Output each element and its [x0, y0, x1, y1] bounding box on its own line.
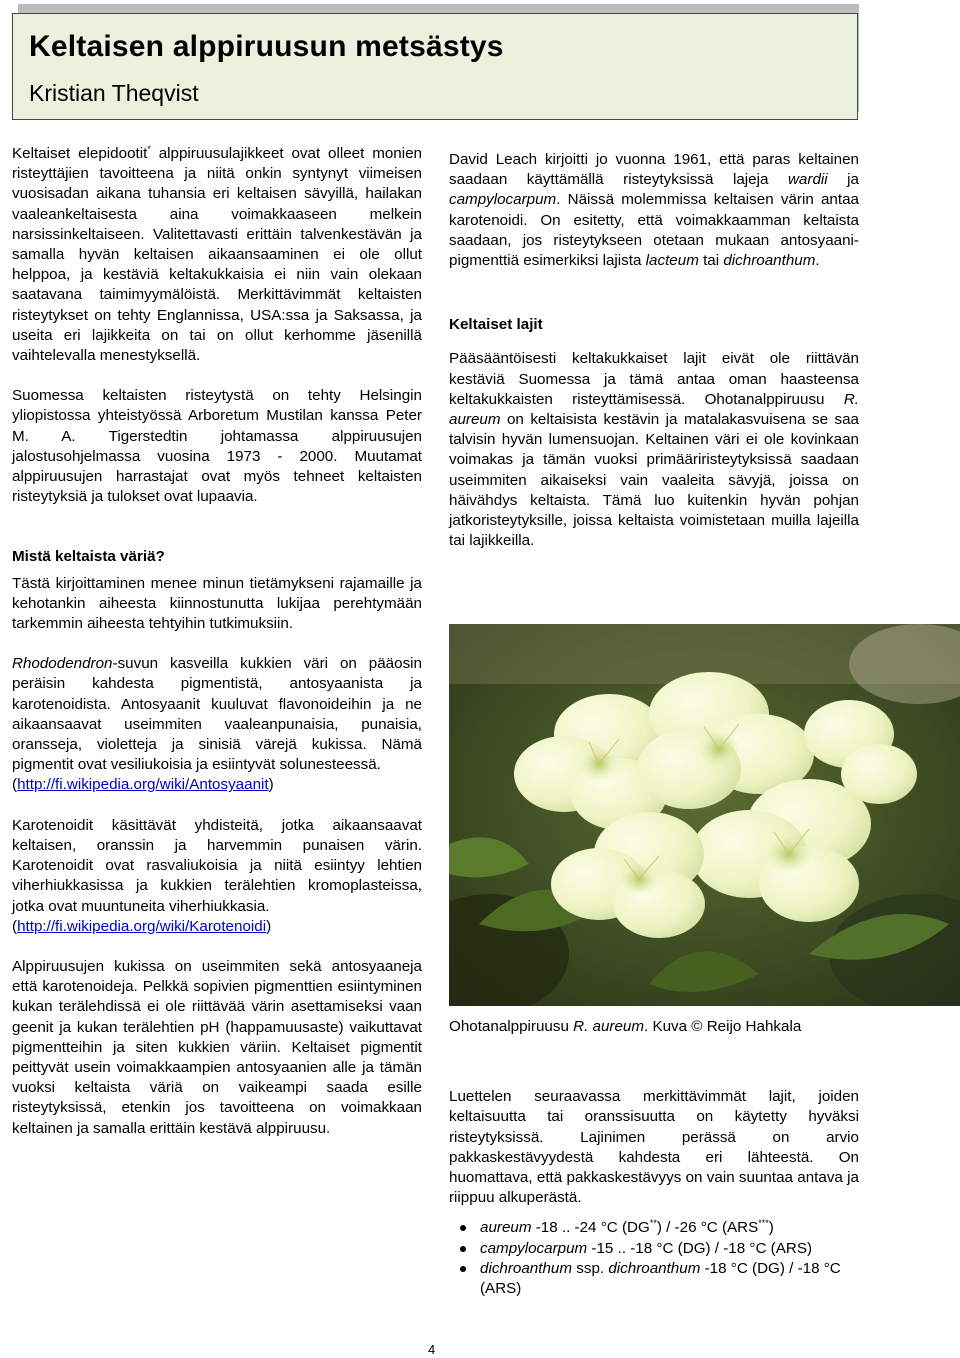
finnish-breeding-paragraph: Suomessa keltaisten risteytystä on tehty Helsingin yliopistossa yhteistyössä Arboretum Mustilan kanssa Peter M. A. Tigerstedtin johtamassa alppiruusujen jalostusohjelmassa vuosina 1973 - 2000. Muutamat alppiruusujen harrastajat ovat myös tehneet keltaisten risteytyksiä ja tulokset ovat lupaavia.: [12, 387, 422, 506]
intro-paragraph: Keltaiset elepidootit* alppiruusulajikkeet ovat olleet monien risteyttäjien tavoitteena ja niitä onkin syntynyt viimeisen vuosisadan aikana tuhansia eri keltaisen sävyillä, hailakan vaaleankeltaisesta aina voimakkaaseen melkein narsissinkeltaiseen. Valitettavasti erittäin talvenkestävän ja samalla hyvän keltaisen aikaansaaminen ei ole ollut helppoa, ja kestäviä keltakukkaisia ei niin vain olekaan saatavana taimimyymälöistä. Merkittävimmät keltaisten risteytykset on tehty Englannissa, USA:ssa ja Saksassa, ja useita eri lajikkeita on tai on ollut kerhomme jäsenillä vaihtelevalla menestyksellä.: [12, 143, 422, 365]
antosyaanit-link[interactable]: http://fi.wikipedia.org/wiki/Antosyaanit: [17, 776, 269, 794]
left-column: [12, 144, 422, 1139]
pigments-paragraph: Rhododendron-suvun kasveilla kukkien väri on pääosin peräisin kahdesta pigmentistä, antosyaanista ja karotenoidista. Antosyaanit kuuluvat flavonoideihin ja ne aikaansaavat useimmiten vaaleanpunaisia, punaisia, oransseja, violetteja ja sinisiä värejä kukissa. Nämä pigmentit ovat vesiliukoisia ja esiintyvät solunesteessä. (http://fi.wikipedia.org/wiki/Antosyaanit): [12, 655, 422, 794]
species-intro-paragraph: Luettelen seuraavassa merkittävimmät lajit, joiden keltaisuutta tai oranssisuutta on käytetty hyväksi risteytyksissä. Lajinimen perässä on arvio pakkaskestävyydestä kahdesta eri lähteestä. On huomattava, että pakkaskestävyys on vain suuntaa antava ja riippuu alkuperästä.: [449, 1088, 859, 1207]
carotenoids-paragraph: Karotenoidit käsittävät yhdisteitä, jotka aikaansaavat keltaisen, oranssin ja harvemmin punaisen värin. Karotenoidit ovat rasvaliukoisia ja niitä esiintyy lehtien viherhiukkasissa ja kukkien terälehtien kromoplasteissa, jotka ovat muuntuneita viherhiukkasia. (http://fi.wikipedia.org/wiki/Karotenoidi): [12, 816, 422, 935]
disclaimer-paragraph: Tästä kirjoittaminen menee minun tietämykseni rajamaille ja kehotankin aiheesta kiinnostunutta lukijaa perehtymään tarkemmin aiheesta tehtyihin tutkimuksiin.: [12, 574, 422, 633]
article-author: Kristian Theqvist: [29, 80, 199, 106]
section-heading-color: Mistä keltaista väriä?: [12, 548, 165, 566]
title-box: [12, 13, 858, 120]
david-leach-paragraph: David Leach kirjoitti jo vuonna 1961, että paras keltainen saadaan käyttämällä risteytyksissä lajeja wardii ja campylocarpum. Näissä molemmissa keltaisen värin antaa karotenoidi. On esitetty, että voimakkaamman keltaista saadaan, jos risteytykseen otetaan mukaan antosyaani-pigmenttiä esimerkiksi lajista lacteum tai dichroanthum.: [449, 151, 859, 270]
list-item: dichroanthum ssp. dichroanthum -18 °C (DG) / -18 °C (ARS): [449, 1259, 859, 1299]
article-title: Keltaisen alppiruusun metsästys: [29, 30, 504, 63]
footnote-marker: *: [147, 143, 151, 154]
section-heading-species: Keltaiset lajit: [449, 316, 543, 334]
list-item: aureum -18 .. -24 °C (DG**) / -26 °C (ARS***): [449, 1218, 859, 1238]
karotenoidi-link[interactable]: http://fi.wikipedia.org/wiki/Karotenoidi: [17, 917, 267, 935]
right-column-top: [449, 150, 859, 551]
page-number: 4: [428, 1342, 436, 1357]
right-column-bottom: [449, 1017, 859, 1299]
species-list: [449, 1218, 859, 1299]
rhododendron-photo: [449, 624, 960, 1006]
flower-pigments-paragraph: Alppiruusujen kukissa on useimmiten sekä antosyaaneja että karotenoideja. Pelkkä sopivien pigmenttien esiintyminen kukan terälehdissä ei ole riittävää värin asettamiseksi vaan geenit ja kukan terälehtien pH (happamuusaste) vaikuttavat pigmentteihin ja siten kukkien väriin. Keltaiset pigmentit peittyvät usein voimakkaampien antosyaanien alle ja tämän vuoksi keltaista väriä on vaikeampi saada esille risteytyksissä, etenkin jos tavoitteena on voimakkaan keltainen ja samalla erittäin kestävä alppiruusu.: [12, 957, 422, 1137]
yellow-species-paragraph: Pääsääntöisesti keltakukkaiset lajit eivät ole riittävän kestäviä Suomessa ja tämä antaa oman haasteensa keltakukkaisten risteyttämisessä. Ohotanalppiruusu R. aureum on keltaisista kestävin ja matalakasvuisena se saa talvisin hyvän lumensuojan. Keltainen väri ei ole kovinkaan voimakas ja tämän vuoksi primääriristeytyksissä saadaan useimmiten aikaiseksi vain vaaleita sävyjä, joissa on häivähdys keltaista. Tämä luo kuitenkin hyvän pohjan jatkoristeytyksille, joissa keltaista voimistetaan muilla lajeilla tai lajikkeilla.: [449, 350, 859, 550]
list-item: campylocarpum -15 .. -18 °C (DG) / -18 °C (ARS): [449, 1239, 859, 1259]
photo-caption: Ohotanalppiruusu R. aureum. Kuva © Reijo Hahkala: [449, 1018, 802, 1035]
